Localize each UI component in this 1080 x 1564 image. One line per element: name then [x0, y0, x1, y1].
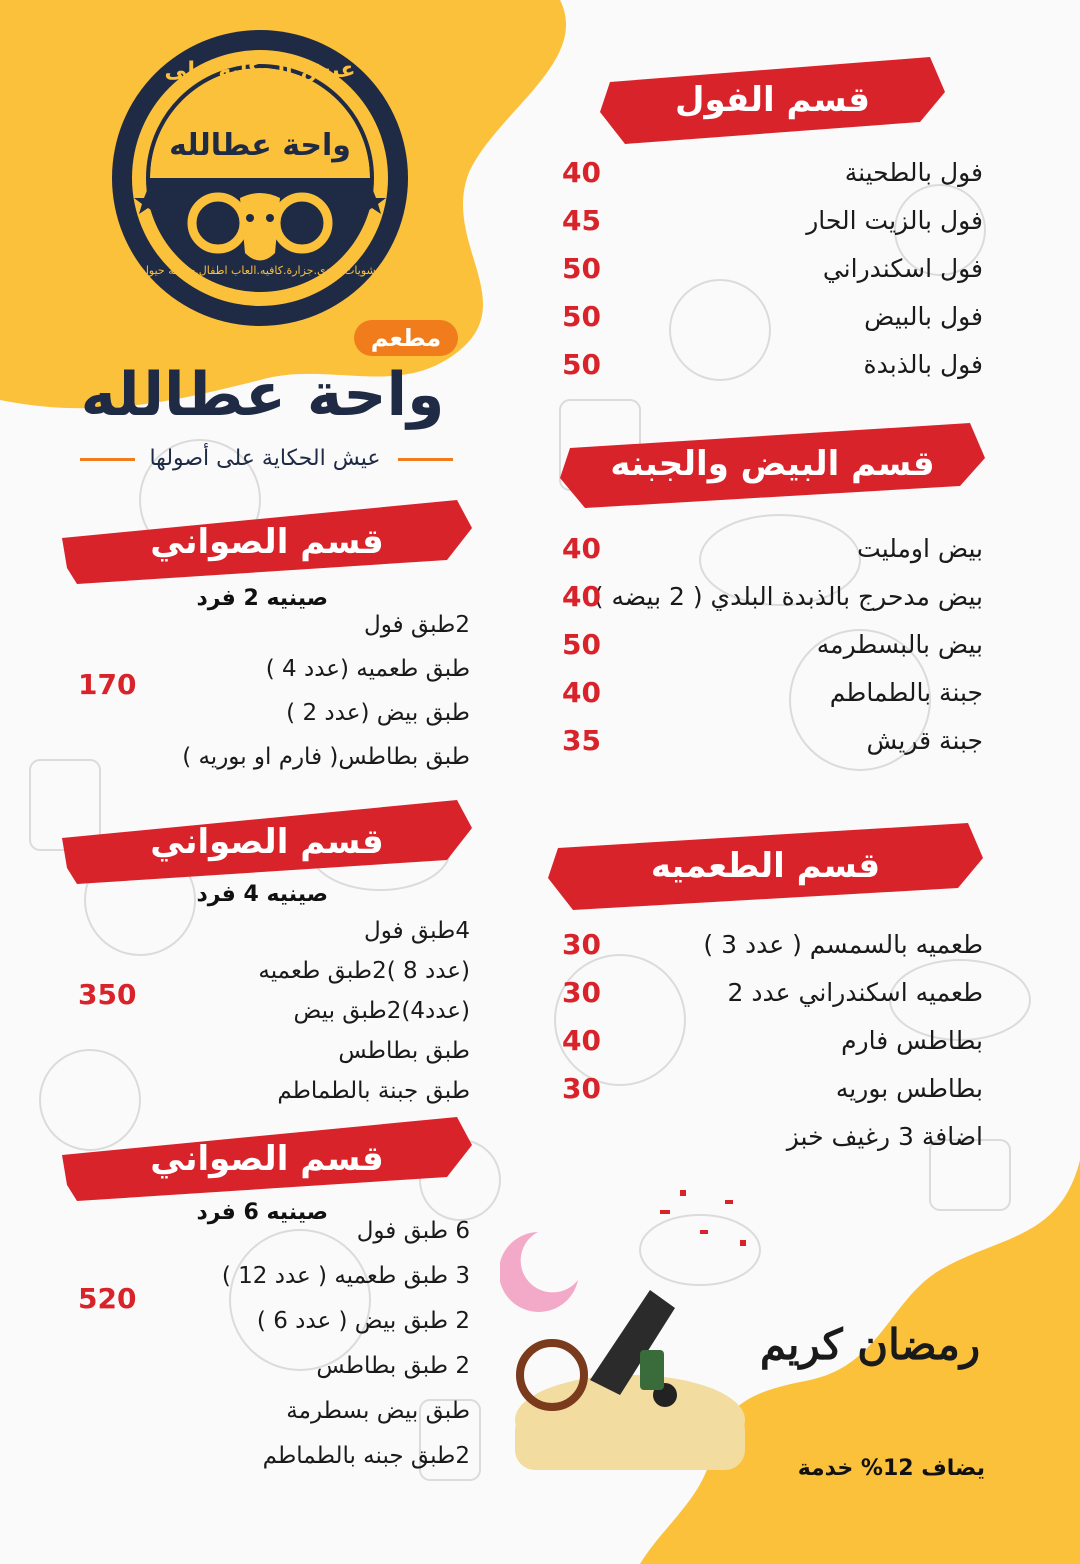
menu-item-name: فول بالزيت الحار — [806, 206, 983, 235]
taameya-section-banner — [548, 818, 983, 913]
menu-item-name: بيض بالبسطرمه — [816, 630, 983, 659]
tray-item: 2 طبق بطاطس — [316, 1353, 470, 1379]
menu-item-name: بطاطس بوريه — [835, 1074, 983, 1103]
menu-item-name: فول بالطحينة — [844, 158, 983, 187]
logo-bottom-text: مشويات.مندي.جزارة.كافيه.العاب اطفال.حديقة حيوان — [137, 264, 383, 277]
restaurant-badge: مطعم — [354, 320, 458, 356]
menu-item-name: اضافة 3 رغيف خبز — [786, 1122, 983, 1151]
tray-item: (عدد4)2طبق بيض — [293, 998, 470, 1024]
tray-section-banner — [62, 798, 472, 886]
menu-item-price: 40 — [562, 580, 601, 613]
menu-item-name: بطاطس فارم — [841, 1026, 983, 1055]
tray-item: 2طبق فول — [364, 612, 470, 638]
menu-item-name: فول بالذبدة — [863, 350, 983, 379]
menu-item-name: بيض مدحرج بالذبدة البلدي ( 2 بيضه ) — [593, 582, 983, 611]
tray-price: 170 — [78, 668, 137, 701]
tray-section-title: قسم الصواني — [150, 822, 384, 862]
menu-item-name: بيض اومليت — [857, 534, 983, 563]
tray-item: 2طبق جبنه بالطماطم — [262, 1443, 470, 1469]
menu-item-price: 40 — [562, 676, 601, 709]
tray-item: 2 طبق بيض ( عدد 6 ) — [256, 1308, 470, 1334]
tray-item: طبق بطاطس( فارم او بوريه ) — [182, 744, 470, 770]
menu-item-price: 50 — [562, 348, 601, 381]
menu-item-name: فول اسكندراني — [822, 254, 983, 283]
tray-subtitle: صينيه 6 فرد — [196, 1200, 328, 1225]
tray-section-banner — [62, 498, 472, 586]
menu-item-name: طعميه اسكندراني عدد 2 — [727, 978, 983, 1007]
tray-item: (عدد 8 )2طبق طعميه — [258, 958, 470, 984]
menu-item-price: 30 — [562, 928, 601, 961]
menu-item-price: 30 — [562, 1072, 601, 1105]
menu-item-price: 40 — [562, 532, 601, 565]
tray-item: طبق بطاطس — [338, 1038, 470, 1064]
restaurant-name: واحة عطالله — [80, 360, 445, 430]
tray-price: 350 — [78, 978, 137, 1011]
tray-subtitle: صينيه 2 فرد — [196, 586, 328, 611]
tagline-divider-right — [398, 458, 453, 461]
menu-item-price: 40 — [562, 156, 601, 189]
taameya-section-title: قسم الطعميه — [650, 845, 881, 886]
ramadan-cannon-illustration — [500, 1170, 780, 1490]
foul-section-title: قسم الفول — [674, 79, 871, 120]
tray-item: طبق بيض بسطرمة — [286, 1398, 470, 1424]
foul-section-banner — [600, 52, 945, 147]
menu-item-price: 50 — [562, 628, 601, 661]
logo-ring-text: عيش الحكاية على أصولها — [164, 58, 356, 108]
tray-item: طبق بيض (عدد 2 ) — [286, 700, 470, 726]
menu-item-price: 45 — [562, 204, 601, 237]
tray-item: 3 طبق طعميه ( عدد 12 ) — [221, 1263, 470, 1289]
tray-section-banner — [62, 1115, 472, 1203]
top-white-blob — [520, 0, 640, 60]
tray-section-title: قسم الصواني — [150, 1139, 384, 1179]
tray-subtitle: صينيه 4 فرد — [196, 882, 328, 907]
menu-item-price: 40 — [562, 1024, 601, 1057]
tray-item: طبق جبنة بالطماطم — [277, 1078, 470, 1104]
menu-item-price: 50 — [562, 300, 601, 333]
ramadan-greeting: رمضان كريم — [759, 1320, 981, 1369]
tray-item: طبق طعميه (عدد 4 ) — [265, 656, 470, 682]
tray-item: 4طبق فول — [364, 918, 470, 944]
menu-item-name: جبنة قريش — [866, 726, 983, 755]
menu-item-price: 50 — [562, 252, 601, 285]
menu-item-name: فول بالبيض — [864, 302, 983, 331]
menu-item-price: 30 — [562, 976, 601, 1009]
menu-item-price: 35 — [562, 724, 601, 757]
eggs-section-banner — [560, 418, 985, 510]
tagline-divider-left — [80, 458, 135, 461]
restaurant-tagline: عيش الحكاية على أصولها — [149, 446, 381, 471]
menu-item-name: جبنة بالطماطم — [829, 678, 983, 707]
service-charge-note: يضاف 12% خدمة — [797, 1456, 985, 1481]
tray-section-title: قسم الصواني — [150, 522, 384, 562]
tray-item: 6 طبق فول — [356, 1218, 470, 1244]
menu-item-name: طعميه بالسمسم ( عدد 3 ) — [703, 930, 983, 959]
logo-name: واحة عطالله — [169, 128, 351, 163]
eggs-section-title: قسم البيض والجبنه — [610, 444, 935, 484]
tray-price: 520 — [78, 1282, 137, 1315]
